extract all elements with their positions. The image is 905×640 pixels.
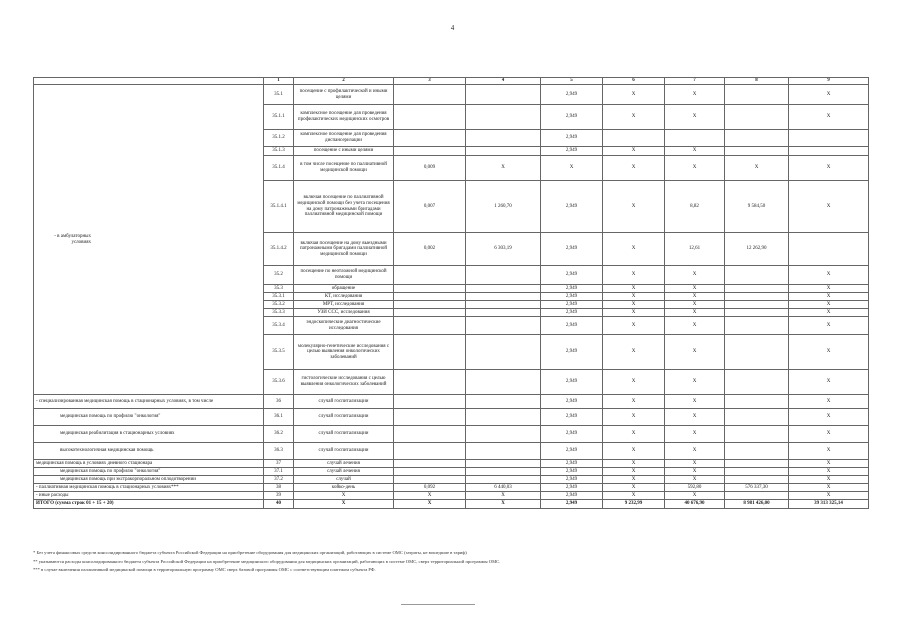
row-unit: гистологические исследования с целью выявления онкологических заболеваний (294, 370, 394, 395)
row-val7: X (665, 309, 725, 317)
row-cost (466, 85, 541, 105)
row-val8: 576 337,30 (725, 484, 789, 492)
row-val6: X (603, 476, 665, 484)
row-norm (394, 426, 466, 443)
section-label-ambulatory: - в амбулаторных условиях (34, 85, 264, 395)
row-unit: X (294, 492, 394, 500)
row-val9: X (789, 484, 869, 492)
row-val7: X (665, 460, 725, 468)
row-norm (394, 443, 466, 460)
row-val8 (725, 460, 789, 468)
row-norm (394, 309, 466, 317)
row-val9: X (789, 443, 869, 460)
row-unit: включая посещение на дому выездными патронажными бригадами паллиативной медицинской помощи (294, 233, 394, 266)
row-code: 37.2 (264, 476, 294, 484)
row-val6: X (603, 426, 665, 443)
row-cost (466, 317, 541, 335)
row-val7: X (665, 492, 725, 500)
row-cost (466, 285, 541, 293)
footnote: * Без учета финансовых средств консолидированного бюджета субъекта Российской Федерации на приобретение оборудования для медицинских организаций, работающих в системе ОМС (затраты, не вошедшие в тариф) (33, 550, 467, 555)
row-cost (466, 105, 541, 130)
row-code: 38 (264, 484, 294, 492)
row-val7: X (665, 426, 725, 443)
table-row (34, 484, 869, 492)
row-code: 35.1.4.2 (264, 233, 294, 266)
row-coef: 2,949 (541, 395, 603, 409)
row-cost: 1 260,70 (466, 181, 541, 233)
row-val9: X (789, 460, 869, 468)
row-val7: X (665, 85, 725, 105)
row-coef: 2,949 (541, 85, 603, 105)
header-cell: 1 (264, 78, 294, 85)
row-coef: 2,949 (541, 426, 603, 443)
row-val8 (725, 293, 789, 301)
row-val9: X (789, 105, 869, 130)
footnotes (33, 549, 868, 575)
row-code: 36 (264, 395, 294, 409)
row-cost (466, 409, 541, 426)
row-code: 35.1.3 (264, 147, 294, 156)
row-coef: 2,949 (541, 309, 603, 317)
row-val7: 592,80 (665, 484, 725, 492)
row-val6: X (603, 147, 665, 156)
row-norm (394, 266, 466, 285)
row-val6 (603, 130, 665, 147)
row-val8: X (725, 156, 789, 181)
table-row (34, 468, 869, 476)
row-val7: X (665, 301, 725, 309)
row-code: 35.1.2 (264, 130, 294, 147)
row-coef: 2,949 (541, 147, 603, 156)
row-cost (466, 426, 541, 443)
row-val8 (725, 266, 789, 285)
row-unit: МРТ, исследования (294, 301, 394, 309)
row-unit: случай госпитализации (294, 409, 394, 426)
row-norm: X (394, 492, 466, 500)
row-val9: X (789, 301, 869, 309)
row-val9: X (789, 426, 869, 443)
row-val9 (789, 233, 869, 266)
page-number: 4 (450, 24, 455, 32)
row-val9: X (789, 409, 869, 426)
row-cost: 6 440,03 (466, 484, 541, 492)
row-code: 35.3.1 (264, 293, 294, 301)
row-val9: 39 313 325,14 (789, 500, 869, 509)
table-row (34, 426, 869, 443)
header-cell: 2 (294, 78, 394, 85)
section-label-day-oncology: медицинская помощь по профилю "онкология" (34, 468, 264, 476)
row-val9: X (789, 293, 869, 301)
row-coef: 2,949 (541, 130, 603, 147)
section-label-hospital: - специализированная медицинская помощь в стационарных условиях, в том числе (34, 395, 264, 409)
section-label-total: ИТОГО (сумма строк 01 + 15 + 20) (34, 500, 264, 509)
row-coef: 2,949 (541, 293, 603, 301)
row-coef: 2,949 (541, 335, 603, 370)
table-row (34, 476, 869, 484)
row-code: 35.1.1 (264, 105, 294, 130)
row-coef: 2,949 (541, 468, 603, 476)
row-norm (394, 85, 466, 105)
row-cost (466, 468, 541, 476)
row-norm: 0,007 (394, 181, 466, 233)
row-code: 37 (264, 460, 294, 468)
row-val6: X (603, 468, 665, 476)
row-val6: 9 232,99 (603, 500, 665, 509)
row-unit: посещение с профилактической и иными целями (294, 85, 394, 105)
header-cell-empty (34, 78, 264, 85)
row-coef: 2,949 (541, 460, 603, 468)
row-unit: случай госпитализации (294, 395, 394, 409)
row-code: 37.1 (264, 468, 294, 476)
row-coef: 2,949 (541, 105, 603, 130)
row-val8 (725, 285, 789, 293)
row-cost (466, 147, 541, 156)
row-val9: X (789, 317, 869, 335)
row-val9: X (789, 395, 869, 409)
row-val8 (725, 409, 789, 426)
row-norm: 0,009 (394, 156, 466, 181)
footer-divider (401, 604, 475, 605)
row-cost (466, 293, 541, 301)
header-cell: 5 (541, 78, 603, 85)
table-row (34, 492, 869, 500)
row-val8 (725, 468, 789, 476)
row-val9: X (789, 156, 869, 181)
row-norm (394, 293, 466, 301)
row-code: 36.2 (264, 426, 294, 443)
row-val8 (725, 443, 789, 460)
row-val6: X (603, 492, 665, 500)
row-unit: молекулярно-генетические исследования с целью выявления онкологических заболеваний (294, 335, 394, 370)
row-val9: X (789, 309, 869, 317)
row-code: 35.1.4 (264, 156, 294, 181)
row-unit: комплексное посещение для проведения диспансеризации (294, 130, 394, 147)
row-norm (394, 468, 466, 476)
row-norm: 0,092 (394, 484, 466, 492)
row-code: 40 (264, 500, 294, 509)
row-val7: X (665, 409, 725, 426)
row-coef: 2,949 (541, 266, 603, 285)
table-row (34, 443, 869, 460)
row-unit: случай госпитализации (294, 443, 394, 460)
row-val6: X (603, 309, 665, 317)
financing-table (33, 77, 869, 509)
section-label-eco: медицинская помощь при экстракорпоральном оплодотворении (34, 476, 264, 484)
row-norm (394, 335, 466, 370)
table-row (34, 409, 869, 426)
row-coef: 2,949 (541, 233, 603, 266)
row-val9: X (789, 181, 869, 233)
total-row (34, 500, 869, 509)
footnote: *** в случае включения паллиативной медицинской помощи в территориальную программу ОМС сверх базовой программы ОМС с соответствующим платежом субъекта РФ. (33, 567, 376, 573)
row-val8 (725, 105, 789, 130)
row-cost (466, 476, 541, 484)
row-val6: X (603, 293, 665, 301)
row-val8 (725, 370, 789, 395)
row-coef: 2,949 (541, 492, 603, 500)
row-val6: X (603, 484, 665, 492)
row-norm (394, 285, 466, 293)
header-cell: 4 (466, 78, 541, 85)
row-val6: X (603, 285, 665, 293)
row-val8 (725, 426, 789, 443)
row-val9: X (789, 492, 869, 500)
section-label-day-hospital: медицинская помощь в условиях дневного стационара (34, 460, 264, 468)
row-val7: X (665, 443, 725, 460)
row-val7: X (665, 285, 725, 293)
row-val6: X (603, 181, 665, 233)
row-val7: X (665, 370, 725, 395)
header-cell: 6 (603, 78, 665, 85)
row-val8 (725, 335, 789, 370)
row-val8 (725, 476, 789, 484)
row-val9: X (789, 335, 869, 370)
section-label-other: - иные расходы (34, 492, 264, 500)
row-val6: X (603, 233, 665, 266)
row-cost: X (466, 500, 541, 509)
row-cost (466, 335, 541, 370)
row-val7: 40 676,90 (665, 500, 725, 509)
row-val7: X (665, 147, 725, 156)
row-val9: X (789, 476, 869, 484)
row-cost (466, 460, 541, 468)
row-norm: X (394, 500, 466, 509)
row-code: 35.3.5 (264, 335, 294, 370)
row-val9 (789, 147, 869, 156)
section-label-hitech: высокотехнологичная медицинская помощь (34, 443, 264, 460)
row-code: 35.3.3 (264, 309, 294, 317)
row-val9: X (789, 266, 869, 285)
row-code: 35.3.2 (264, 301, 294, 309)
row-norm (394, 409, 466, 426)
row-norm (394, 130, 466, 147)
row-val7: X (665, 266, 725, 285)
row-val7: X (665, 317, 725, 335)
row-code: 39 (264, 492, 294, 500)
section-label-oncology: медицинская помощь по профилю "онкология" (34, 409, 264, 426)
row-cost: X (466, 492, 541, 500)
row-val9: X (789, 85, 869, 105)
row-val8 (725, 395, 789, 409)
row-val6: X (603, 85, 665, 105)
section-label-palliative: - паллиативная медицинская помощь в стационарных условиях*** (34, 484, 264, 492)
header-cell: 8 (725, 78, 789, 85)
header-cell: 3 (394, 78, 466, 85)
row-code: 35.3 (264, 285, 294, 293)
row-norm: 0,002 (394, 233, 466, 266)
row-norm (394, 147, 466, 156)
row-cost (466, 130, 541, 147)
row-val6: X (603, 409, 665, 426)
row-val7 (665, 130, 725, 147)
row-val8 (725, 317, 789, 335)
row-unit: комплексное посещение для проведения профилактических медицинских осмотров (294, 105, 394, 130)
row-unit: койко-день (294, 484, 394, 492)
row-val9: X (789, 370, 869, 395)
row-norm (394, 460, 466, 468)
row-val7: X (665, 476, 725, 484)
row-val9 (789, 130, 869, 147)
footnote: ** указываются расходы консолидированного бюджета субъекта Российской Федерации на приобретение медицинского оборудования для медицинских организаций, работающих в системе ОМС, сверх территориальной программы ОМС. (33, 558, 501, 564)
row-coef: 2,949 (541, 181, 603, 233)
row-val8 (725, 85, 789, 105)
row-val7: X (665, 395, 725, 409)
row-coef: 2,949 (541, 484, 603, 492)
row-val8: 8 981 426,00 (725, 500, 789, 509)
row-unit: КТ, исследования (294, 293, 394, 301)
row-val7: X (665, 156, 725, 181)
row-cost: X (466, 156, 541, 181)
header-cell: 7 (665, 78, 725, 85)
row-val7: 8,82 (665, 181, 725, 233)
section-label-rehab: медицинская реабилитация в стационарных условиях (34, 426, 264, 443)
row-val8 (725, 301, 789, 309)
row-unit: посещение по неотложной медицинской помощи (294, 266, 394, 285)
row-val9: X (789, 285, 869, 293)
row-coef: 2,949 (541, 317, 603, 335)
row-val7: X (665, 293, 725, 301)
row-unit: УЗИ ССС, исследования (294, 309, 394, 317)
row-unit: обращение (294, 285, 394, 293)
row-code: 35.3.4 (264, 317, 294, 335)
table-row (34, 85, 869, 105)
row-cost (466, 370, 541, 395)
row-unit: X (294, 500, 394, 509)
row-cost (466, 301, 541, 309)
row-val8: 12 262,90 (725, 233, 789, 266)
row-val7: 12,61 (665, 233, 725, 266)
row-coef: 2,949 (541, 285, 603, 293)
row-cost (466, 395, 541, 409)
row-coef: 2,949 (541, 476, 603, 484)
row-val7: X (665, 335, 725, 370)
row-cost (466, 443, 541, 460)
row-norm (394, 370, 466, 395)
row-val6: X (603, 370, 665, 395)
row-val8: 9 584,50 (725, 181, 789, 233)
row-unit: случай лечения (294, 468, 394, 476)
row-val6: X (603, 105, 665, 130)
row-norm (394, 301, 466, 309)
row-coef: 2,949 (541, 370, 603, 395)
row-unit: случай (294, 476, 394, 484)
row-cost (466, 266, 541, 285)
row-unit: включая посещение по паллиативной медицинской помощи без учета посещения на дому патронажными бригадами паллиативной медицинской помощи (294, 181, 394, 233)
row-norm (394, 105, 466, 130)
row-val8 (725, 147, 789, 156)
row-code: 35.1.4.1 (264, 181, 294, 233)
row-code: 36.3 (264, 443, 294, 460)
table-row (34, 395, 869, 409)
row-code: 35.3.6 (264, 370, 294, 395)
row-val8 (725, 309, 789, 317)
row-val6: X (603, 335, 665, 370)
row-val7: X (665, 105, 725, 130)
row-cost (466, 309, 541, 317)
row-unit: в том числе посещение по паллиативной медицинской помощи (294, 156, 394, 181)
row-coef: 2,949 (541, 443, 603, 460)
row-coef: X (541, 156, 603, 181)
header-cell: 9 (789, 78, 869, 85)
table-row (34, 460, 869, 468)
row-val6: X (603, 301, 665, 309)
row-val6: X (603, 395, 665, 409)
row-coef: 2,949 (541, 301, 603, 309)
row-code: 35.1 (264, 85, 294, 105)
row-cost: 6 303,19 (466, 233, 541, 266)
row-val6: X (603, 317, 665, 335)
row-val9: X (789, 468, 869, 476)
row-val6: X (603, 443, 665, 460)
row-val7: X (665, 468, 725, 476)
row-unit: случай лечения (294, 460, 394, 468)
row-coef: 2,949 (541, 500, 603, 509)
row-val6: X (603, 460, 665, 468)
row-unit: эндоскопические диагностические исследования (294, 317, 394, 335)
row-coef: 2,949 (541, 409, 603, 426)
row-unit: посещение с иными целями (294, 147, 394, 156)
row-unit: случай госпитализации (294, 426, 394, 443)
row-val6: X (603, 266, 665, 285)
row-val8 (725, 492, 789, 500)
row-code: 36.1 (264, 409, 294, 426)
row-val6: X (603, 156, 665, 181)
row-norm (394, 317, 466, 335)
header-row (34, 78, 869, 85)
row-val8 (725, 130, 789, 147)
row-norm (394, 395, 466, 409)
row-norm (394, 476, 466, 484)
row-code: 35.2 (264, 266, 294, 285)
